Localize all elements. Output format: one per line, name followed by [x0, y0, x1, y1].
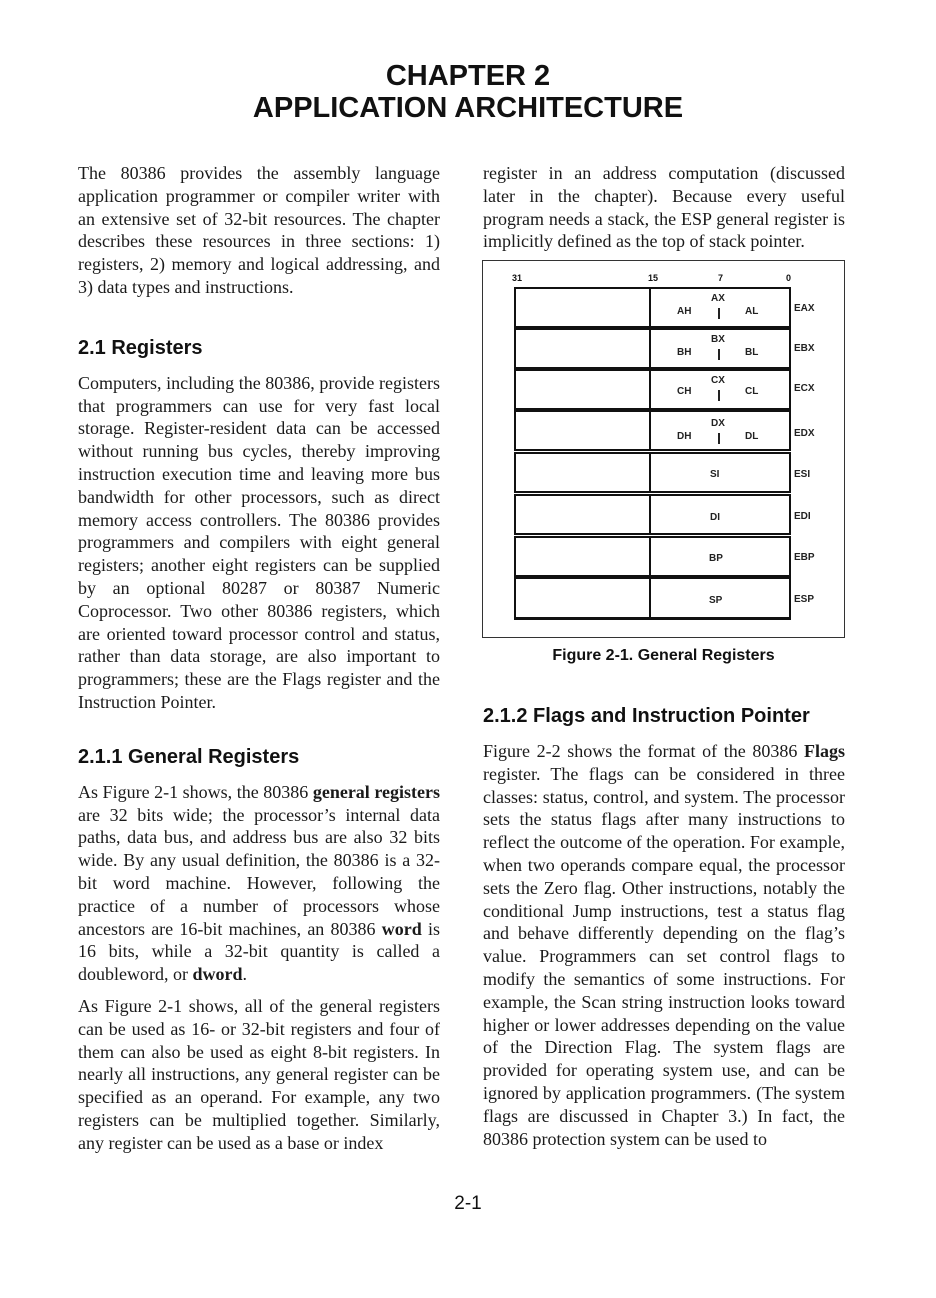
register-name-ecx: ECX [794, 383, 815, 394]
text-run: are 32 bits wide; the processor’s internal data paths, data bus, and address bus are also 32 bits wide. By any usual definition, the 80386 is a 32-bit word machine. However, following the practice of a number of processors whose ancestors are 16-bit machines, an 80386 [78, 804, 440, 939]
bit-label-0: 0 [786, 273, 792, 283]
bit-label-7: 7 [718, 273, 724, 283]
register-high-word [516, 538, 651, 575]
low-byte-label: BL [745, 347, 759, 358]
low-byte-label: CL [745, 386, 759, 397]
register-low-word [651, 496, 789, 533]
term-general-registers: general registers [312, 781, 440, 802]
word-register-label: AX [711, 293, 725, 304]
figure-caption: Figure 2-1. General Registers [552, 647, 775, 664]
register-row-ebx [514, 328, 791, 369]
register-low-word [651, 412, 789, 449]
registers-paragraph: Computers, including the 80386, provide registers that programmers can use for very fast local storage. Register-resident data can be accessed without running bus cycles, thereby improving instruction execution time and leaving more bus bandwidth for other processors, such as direct memory access controllers. The 80386 provides programmers and compilers with eight general registers; another eight registers can be supplied by an optional 80287 or 80387 Numeric Coprocessor. Two other 80386 registers, which are oriented toward processor control and status, rather than data storage, are also important to programmers; these are the Flags register and the Instruction Pointer. [78, 372, 440, 712]
register-high-word [516, 412, 651, 449]
register-high-word [516, 330, 651, 367]
word-register-label: BX [711, 334, 725, 345]
chapter-title [0, 60, 936, 124]
term-dword: dword [192, 964, 243, 985]
bit-label-15: 15 [648, 273, 659, 283]
section-heading-2-1-2: 2.1.2 Flags and Instruction Pointer [483, 705, 810, 727]
register-high-word [516, 496, 651, 533]
byte-divider [718, 433, 720, 444]
register-name-ebx: EBX [794, 343, 815, 354]
register-row-esp [514, 577, 791, 620]
chapter-number: CHAPTER 2 [385, 60, 551, 92]
page-number: 2-1 [454, 1193, 482, 1214]
register-name-edx: EDX [794, 428, 815, 439]
byte-divider [718, 349, 720, 360]
register-name-eax: EAX [794, 303, 815, 314]
register-name-esi: ESI [794, 469, 811, 480]
text-run: is 16 bits, while a 32-bit quantity is called a doubleword, or [78, 918, 440, 985]
high-byte-label: AH [677, 306, 692, 317]
register-name-esp: ESP [794, 594, 815, 605]
word-register-label: BP [709, 553, 723, 564]
register-high-word [516, 371, 651, 408]
high-byte-label: BH [677, 347, 692, 358]
continuation-paragraph: register in an address computation (discussed later in the chapter). Because every useful program needs a stack, the ESP general register is implicitly defined as the top of stack pointer. [483, 163, 845, 252]
register-low-word [651, 538, 789, 575]
register-low-word [651, 371, 789, 408]
register-high-word [516, 579, 651, 617]
byte-divider [718, 308, 720, 319]
term-flags: Flags [803, 741, 845, 761]
register-low-word [651, 454, 789, 491]
word-register-label: DI [710, 512, 720, 523]
high-byte-label: CH [677, 386, 692, 397]
section-heading-2-1: 2.1 Registers [78, 336, 203, 359]
word-register-label: CX [711, 375, 725, 386]
register-row-ecx [514, 369, 791, 410]
high-byte-label: DH [677, 431, 692, 442]
register-row-edi [514, 494, 791, 535]
register-name-edi: EDI [794, 511, 811, 522]
byte-divider [718, 390, 720, 401]
text-run: Figure 2-2 shows the format of the 80386 [483, 741, 804, 761]
chapter-name: APPLICATION ARCHITECTURE [252, 92, 684, 124]
register-high-word [516, 454, 651, 491]
register-row-esi [514, 452, 791, 493]
word-register-label: SI [710, 469, 720, 480]
text-run: . [242, 964, 247, 985]
register-low-word [651, 330, 789, 367]
word-register-label: SP [709, 595, 723, 606]
general-registers-paragraph-2: As Figure 2-1 shows, all of the general registers can be used as 16- or 32-bit registers and four of them can also be used as eight 8-bit registers. In nearly all instructions, any general register can be specified as an operand. For example, any two registers can be multiplied together. Similarly, any register can be used as a base or index [78, 995, 440, 1153]
text-run: As Figure 2-1 shows, the 80386 [78, 781, 313, 802]
text-run: register. The flags can be considered in three classes: status, control, and system. The processor sets the status flags after many instructions to reflect the outcome of the operation. For example, when two operands compare equal, the processor sets the Zero flag. Other instructions, notably the conditional Jump instructions, test a status flag and behave differently depending on the flag’s value. Programmers can set control flags to modify the semantics of some instructions. For example, the Scan string instruction looks toward higher or lower addresses depending on the value of the Direction Flag. The system flags are provided for operating system use, and can be ignored by application programmers. (The system flags are discussed in Chapter 3.) In fact, the 80386 protection system can be used to [483, 763, 845, 1149]
register-row-edx [514, 410, 791, 451]
register-low-word [651, 289, 789, 326]
low-byte-label: DL [745, 431, 759, 442]
term-word: word [381, 918, 422, 939]
general-registers-paragraph-1 [78, 781, 440, 986]
bit-label-31: 31 [512, 273, 523, 283]
flags-paragraph [483, 740, 845, 1150]
left-column [78, 162, 440, 1154]
register-high-word [516, 289, 651, 326]
register-low-word [651, 579, 789, 617]
section-heading-2-1-1: 2.1.1 General Registers [78, 745, 300, 768]
register-row-eax [514, 287, 791, 328]
register-name-ebp: EBP [794, 552, 815, 563]
right-column-bottom [483, 704, 845, 1150]
intro-paragraph: The 80386 provides the assembly language application programmer or compiler writer with an extensive set of 32-bit resources. The chapter describes these resources in three sections: 1) registers, 2) memory and logical addressing, and 3) data types and instructions. [78, 163, 440, 297]
low-byte-label: AL [745, 306, 759, 317]
word-register-label: DX [711, 418, 725, 429]
register-row-ebp [514, 536, 791, 577]
right-column-top [483, 162, 845, 253]
